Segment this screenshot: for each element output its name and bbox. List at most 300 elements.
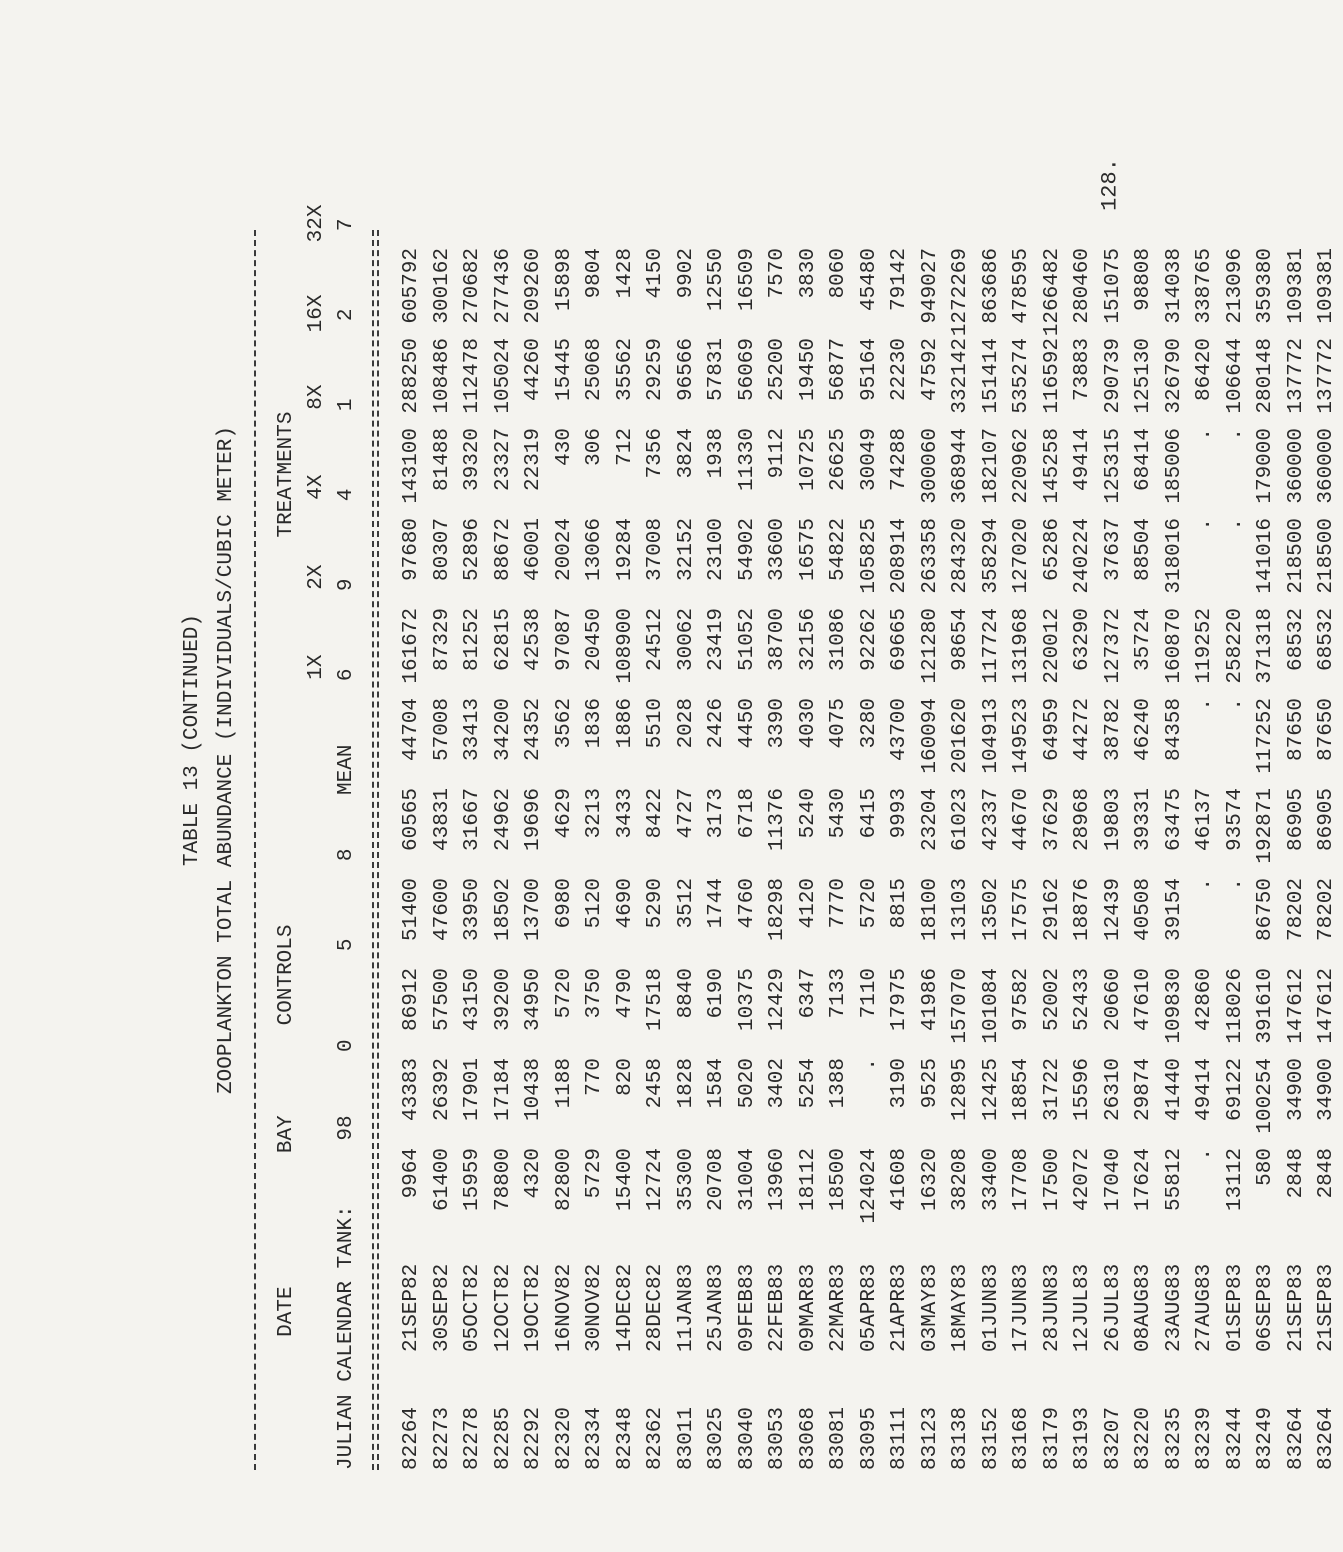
- value-cell: 125315: [1101, 428, 1125, 504]
- value-cell: 112478: [461, 338, 484, 414]
- value-cell: 26625: [827, 428, 850, 492]
- header-rule-bottom-1: [372, 230, 374, 1470]
- value-cell: 33600: [766, 518, 789, 582]
- value-cell: .: [1193, 1148, 1216, 1161]
- value-cell: 1836: [583, 698, 606, 749]
- value-cell: 23419: [705, 608, 728, 672]
- value-cell: 97680: [400, 518, 423, 582]
- value-cell: 3824: [674, 428, 698, 479]
- value-cell: 20450: [583, 608, 606, 672]
- value-cell: 47610: [1132, 968, 1155, 1032]
- calendar-date-cell: 09MAR83: [796, 1263, 820, 1352]
- value-cell: 52896: [461, 518, 484, 582]
- value-cell: 338765: [1193, 248, 1216, 324]
- value-cell: 7110: [857, 968, 881, 1019]
- value-cell: 6190: [705, 968, 728, 1019]
- value-cell: 108900: [613, 608, 637, 684]
- calendar-date-cell: 21SEP82: [400, 1263, 423, 1352]
- value-cell: 7356: [644, 428, 667, 479]
- value-cell: 157070: [949, 968, 972, 1044]
- date-label: DATE: [275, 1286, 298, 1337]
- value-cell: 820: [613, 1058, 637, 1096]
- value-cell: 3390: [766, 698, 789, 749]
- value-cell: 161672: [400, 608, 423, 684]
- value-cell: 10375: [735, 968, 759, 1032]
- value-cell: 430: [552, 428, 576, 466]
- table-row: [1312, 248, 1343, 1470]
- value-cell: .: [1193, 428, 1216, 441]
- value-cell: 318016: [1162, 518, 1186, 594]
- table-row: [1099, 248, 1130, 1470]
- value-cell: 26310: [1101, 1058, 1125, 1122]
- calendar-date-cell: 21APR83: [888, 1263, 911, 1352]
- value-cell: 62815: [491, 608, 515, 672]
- value-cell: 44704: [400, 698, 423, 762]
- value-cell: 2028: [674, 698, 698, 749]
- value-cell: 34200: [491, 698, 515, 762]
- calendar-date-cell: 18MAY83: [949, 1263, 972, 1352]
- value-cell: 69122: [1223, 1058, 1247, 1122]
- calendar-date-cell: 25JAN83: [705, 1263, 728, 1352]
- value-cell: 1428: [613, 248, 637, 299]
- value-cell: 1584: [705, 1058, 728, 1109]
- value-cell: 100254: [1254, 1058, 1277, 1134]
- value-cell: 949027: [918, 248, 942, 324]
- value-cell: 3173: [705, 788, 728, 839]
- value-cell: 35300: [674, 1148, 698, 1212]
- value-cell: 86905: [1315, 788, 1338, 852]
- value-cell: 7133: [827, 968, 850, 1019]
- value-cell: 37008: [644, 518, 667, 582]
- julian-date-cell: 83179: [1040, 1406, 1064, 1470]
- value-cell: 3402: [766, 1058, 789, 1109]
- value-cell: 56877: [827, 338, 850, 402]
- value-cell: 105825: [857, 518, 881, 594]
- value-cell: 300162: [430, 248, 454, 324]
- calendar-date-cell: 22MAR83: [827, 1263, 850, 1352]
- value-cell: 116592: [1040, 338, 1064, 414]
- value-cell: 31667: [461, 788, 484, 852]
- value-cell: 192871: [1254, 788, 1277, 864]
- value-cell: 20708: [705, 1148, 728, 1212]
- value-cell: 19284: [613, 518, 637, 582]
- value-cell: 125130: [1132, 338, 1155, 414]
- calendar-date-cell: 21SEP83: [1315, 1263, 1338, 1352]
- value-cell: 40508: [1132, 878, 1155, 942]
- value-cell: 6718: [735, 788, 759, 839]
- value-cell: 65286: [1040, 518, 1064, 582]
- value-cell: 25068: [583, 338, 606, 402]
- value-cell: 105024: [491, 338, 515, 414]
- value-cell: 201620: [949, 698, 972, 774]
- value-cell: 263358: [918, 518, 942, 594]
- value-cell: 29874: [1132, 1058, 1155, 1122]
- value-cell: 69665: [888, 608, 911, 672]
- value-cell: 5720: [552, 968, 576, 1019]
- calendar-date-cell: 16NOV82: [552, 1263, 576, 1352]
- value-cell: 51400: [400, 878, 423, 942]
- value-cell: 104913: [979, 698, 1003, 774]
- value-cell: 4120: [796, 878, 820, 929]
- value-cell: 19696: [522, 788, 545, 852]
- value-cell: 1744: [705, 878, 728, 929]
- value-cell: 109381: [1284, 248, 1308, 324]
- value-cell: 15445: [552, 338, 576, 402]
- value-cell: 37637: [1101, 518, 1125, 582]
- level-8x: 8X: [305, 384, 328, 410]
- value-cell: 39331: [1132, 788, 1155, 852]
- calendar-date-cell: 03MAY83: [918, 1263, 942, 1352]
- value-cell: .: [1223, 878, 1247, 891]
- value-cell: 11330: [735, 428, 759, 492]
- value-cell: 46001: [522, 518, 545, 582]
- value-cell: 5510: [644, 698, 667, 749]
- table-row: [1129, 248, 1160, 1470]
- value-cell: 29162: [1040, 878, 1064, 942]
- value-cell: 52433: [1071, 968, 1094, 1032]
- table-row: [1221, 248, 1252, 1470]
- value-cell: 6347: [796, 968, 820, 1019]
- table-row: [397, 248, 428, 1470]
- value-cell: .: [1223, 428, 1247, 441]
- value-cell: 22230: [888, 338, 911, 402]
- value-cell: 4320: [522, 1148, 545, 1199]
- value-cell: 31086: [827, 608, 850, 672]
- tank-1x: 6: [335, 668, 358, 682]
- value-cell: 10725: [796, 428, 820, 492]
- table-sheet: [180, 190, 1338, 1470]
- page-number: 128.: [1097, 158, 1123, 211]
- value-cell: 29259: [644, 338, 667, 402]
- value-cell: 31722: [1040, 1058, 1064, 1122]
- value-cell: 23327: [491, 428, 515, 492]
- value-cell: 49414: [1193, 1058, 1216, 1122]
- value-cell: 84358: [1162, 698, 1186, 762]
- value-cell: 258220: [1223, 608, 1247, 684]
- value-cell: 12425: [979, 1058, 1003, 1122]
- value-cell: 9964: [400, 1148, 423, 1199]
- table-row: [550, 248, 581, 1470]
- value-cell: 145258: [1040, 428, 1064, 504]
- value-cell: 6415: [857, 788, 881, 839]
- value-cell: 15596: [1071, 1058, 1094, 1122]
- value-cell: 87329: [430, 608, 454, 672]
- julian-date-cell: 83152: [979, 1406, 1003, 1470]
- value-cell: 17040: [1101, 1148, 1125, 1212]
- value-cell: 38700: [766, 608, 789, 672]
- table-row: [733, 248, 764, 1470]
- value-cell: 8815: [888, 878, 911, 929]
- treatments-label: TREATMENTS: [275, 411, 298, 538]
- value-cell: 121280: [918, 608, 942, 684]
- table-row: [641, 248, 672, 1470]
- value-cell: 13960: [766, 1148, 789, 1212]
- value-cell: 220012: [1040, 608, 1064, 684]
- value-cell: 15400: [613, 1148, 637, 1212]
- value-cell: 81488: [430, 428, 454, 492]
- tank-32x: 7: [335, 218, 358, 232]
- julian-date-cell: 83053: [766, 1406, 789, 1470]
- value-cell: 16320: [918, 1148, 942, 1212]
- value-cell: 97582: [1010, 968, 1033, 1032]
- value-cell: 127372: [1101, 608, 1125, 684]
- value-cell: 359380: [1254, 248, 1277, 324]
- value-cell: 9804: [583, 248, 606, 299]
- value-cell: 34900: [1284, 1058, 1308, 1122]
- value-cell: 87650: [1315, 698, 1338, 762]
- value-cell: 391610: [1254, 968, 1277, 1044]
- calendar-date-cell: 06SEP83: [1254, 1263, 1277, 1352]
- value-cell: 19803: [1101, 788, 1125, 852]
- value-cell: 97087: [552, 608, 576, 672]
- value-cell: 4450: [735, 698, 759, 749]
- value-cell: 3750: [583, 968, 606, 1019]
- table-row: [1190, 248, 1221, 1470]
- table-row: [1007, 248, 1038, 1470]
- value-cell: 33950: [461, 878, 484, 942]
- abundance-table: [272, 205, 362, 1470]
- value-cell: 360000: [1315, 428, 1338, 504]
- julian-date-cell: 83264: [1315, 1406, 1338, 1470]
- value-cell: 32156: [796, 608, 820, 672]
- value-cell: 17518: [644, 968, 667, 1032]
- value-cell: 863686: [979, 248, 1003, 324]
- value-cell: 47600: [430, 878, 454, 942]
- value-cell: 22319: [522, 428, 545, 492]
- calendar-date-cell: 14DEC82: [613, 1263, 637, 1352]
- julian-date-cell: 83220: [1132, 1406, 1155, 1470]
- value-cell: 61400: [430, 1148, 454, 1212]
- value-cell: 300060: [918, 428, 942, 504]
- value-cell: 18100: [918, 878, 942, 942]
- data-table: [397, 248, 1343, 1470]
- julian-date-cell: 83264: [1284, 1406, 1308, 1470]
- julian-date-cell: 83239: [1193, 1406, 1216, 1470]
- value-cell: 131968: [1010, 608, 1033, 684]
- value-cell: 4030: [796, 698, 820, 749]
- julian-date-cell: 83095: [857, 1406, 881, 1470]
- table-subtitle: ZOOPLANKTON TOTAL ABUNDANCE (INDIVIDUALS/CUBIC METER): [215, 426, 238, 1094]
- value-cell: 5120: [583, 878, 606, 929]
- value-cell: 16509: [735, 248, 759, 312]
- value-cell: 93574: [1223, 788, 1247, 852]
- value-cell: 15898: [552, 248, 576, 312]
- value-cell: 78800: [491, 1148, 515, 1212]
- value-cell: 74288: [888, 428, 911, 492]
- table-row: [855, 248, 886, 1470]
- value-cell: 23204: [918, 788, 942, 852]
- value-cell: 13066: [583, 518, 606, 582]
- value-cell: 56069: [735, 338, 759, 402]
- calendar-date-cell: 19OCT82: [522, 1263, 545, 1352]
- value-cell: 44670: [1010, 788, 1033, 852]
- value-cell: 2458: [644, 1058, 667, 1109]
- value-cell: 24512: [644, 608, 667, 672]
- value-cell: 54822: [827, 518, 850, 582]
- value-cell: 87650: [1284, 698, 1308, 762]
- data-rows: [397, 248, 1343, 1470]
- value-cell: .: [1223, 518, 1247, 531]
- mean-label: MEAN: [335, 744, 358, 795]
- level-4x: 4X: [305, 474, 328, 500]
- value-cell: 5729: [583, 1148, 606, 1199]
- value-cell: 24962: [491, 788, 515, 852]
- value-cell: 101084: [979, 968, 1003, 1044]
- julian-date-cell: 83123: [918, 1406, 942, 1470]
- value-cell: 41440: [1162, 1058, 1186, 1122]
- value-cell: 127020: [1010, 518, 1033, 594]
- value-cell: 182107: [979, 428, 1003, 504]
- value-cell: 17975: [888, 968, 911, 1032]
- value-cell: 57500: [430, 968, 454, 1032]
- value-cell: 4727: [674, 788, 698, 839]
- value-cell: 3433: [613, 788, 637, 839]
- value-cell: 326790: [1162, 338, 1186, 414]
- table-row: [1038, 248, 1069, 1470]
- julian-date-cell: 83068: [796, 1406, 820, 1470]
- table-row: [519, 248, 550, 1470]
- value-cell: 7770: [827, 878, 850, 929]
- value-cell: 213096: [1223, 248, 1247, 324]
- value-cell: 9525: [918, 1058, 942, 1109]
- calendar-date-cell: 28JUN83: [1040, 1263, 1064, 1352]
- value-cell: 712: [613, 428, 637, 466]
- table-header: [272, 205, 362, 1470]
- value-cell: 5254: [796, 1058, 820, 1109]
- value-cell: 47592: [918, 338, 942, 402]
- tank-4x: 4: [335, 488, 358, 502]
- value-cell: 96566: [674, 338, 698, 402]
- tank-bay: 98: [335, 1115, 358, 1141]
- value-cell: 15959: [461, 1148, 484, 1212]
- value-cell: 92262: [857, 608, 881, 672]
- value-cell: 18876: [1071, 878, 1094, 942]
- value-cell: 1388: [827, 1058, 850, 1109]
- value-cell: 580: [1254, 1148, 1277, 1186]
- value-cell: 49414: [1071, 428, 1094, 492]
- calendar-date-cell: 12OCT82: [491, 1263, 515, 1352]
- value-cell: 68532: [1284, 608, 1308, 672]
- calendar-date-cell: 17JUN83: [1010, 1263, 1033, 1352]
- value-cell: 39200: [491, 968, 515, 1032]
- value-cell: 2848: [1315, 1148, 1338, 1199]
- value-cell: 68532: [1315, 608, 1338, 672]
- value-cell: 8840: [674, 968, 698, 1019]
- value-cell: 24352: [522, 698, 545, 762]
- value-cell: .: [1193, 698, 1216, 711]
- value-cell: 160870: [1162, 608, 1186, 684]
- value-cell: 3213: [583, 788, 606, 839]
- value-cell: 9112: [766, 428, 789, 479]
- value-cell: 30062: [674, 608, 698, 672]
- header-rule-top: [254, 230, 256, 1470]
- value-cell: 151075: [1101, 248, 1125, 324]
- value-cell: 35724: [1132, 608, 1155, 672]
- value-cell: .: [1223, 698, 1247, 711]
- julian-date-cell: 83207: [1101, 1406, 1125, 1470]
- value-cell: 60565: [400, 788, 423, 852]
- value-cell: 4790: [613, 968, 637, 1019]
- table-row: [1251, 248, 1282, 1470]
- value-cell: 9993: [888, 788, 911, 839]
- value-cell: 51052: [735, 608, 759, 672]
- calendar-date-cell: 01SEP83: [1223, 1263, 1247, 1352]
- value-cell: 5240: [796, 788, 820, 839]
- value-cell: 12439: [1101, 878, 1125, 942]
- value-cell: 4760: [735, 878, 759, 929]
- value-cell: 143100: [400, 428, 423, 504]
- value-cell: 30049: [857, 428, 881, 492]
- value-cell: 3830: [796, 248, 820, 299]
- value-cell: 151414: [979, 338, 1003, 414]
- value-cell: 108486: [430, 338, 454, 414]
- value-cell: 4629: [552, 788, 576, 839]
- value-cell: 119252: [1193, 608, 1216, 684]
- value-cell: 149523: [1010, 698, 1033, 774]
- julian-date-cell: 82273: [430, 1406, 454, 1470]
- calendar-date-cell: 12JUL83: [1071, 1263, 1094, 1352]
- level-1x: 1X: [305, 654, 328, 680]
- value-cell: 1938: [705, 428, 728, 479]
- value-cell: 32152: [674, 518, 698, 582]
- julian-date-cell: 83235: [1162, 1406, 1186, 1470]
- value-cell: 35562: [613, 338, 637, 402]
- controls-label: CONTROLS: [275, 924, 298, 1026]
- value-cell: 28968: [1071, 788, 1094, 852]
- value-cell: 18500: [827, 1148, 850, 1212]
- value-cell: 605792: [400, 248, 423, 324]
- value-cell: 280148: [1254, 338, 1277, 414]
- value-cell: 17901: [461, 1058, 484, 1122]
- value-cell: 17575: [1010, 878, 1033, 942]
- value-cell: 137772: [1315, 338, 1338, 414]
- table-row: [763, 248, 794, 1470]
- value-cell: 106644: [1223, 338, 1247, 414]
- value-cell: 137772: [1284, 338, 1308, 414]
- value-cell: 64959: [1040, 698, 1064, 762]
- value-cell: 45480: [857, 248, 881, 312]
- value-cell: 18502: [491, 878, 515, 942]
- value-cell: 17184: [491, 1058, 515, 1122]
- value-cell: 2848: [1284, 1148, 1308, 1199]
- julian-date-cell: 82278: [461, 1406, 484, 1470]
- value-cell: 9902: [674, 248, 698, 299]
- value-cell: 20024: [552, 518, 576, 582]
- level-16x: 16X: [305, 294, 328, 333]
- value-cell: 478595: [1010, 248, 1033, 324]
- value-cell: 13112: [1223, 1148, 1247, 1212]
- value-cell: 270682: [461, 248, 484, 324]
- value-cell: 1886: [613, 698, 637, 749]
- value-cell: 1266482: [1040, 248, 1064, 337]
- header-group-row: [272, 205, 302, 1470]
- value-cell: 179000: [1254, 428, 1277, 504]
- calendar-date-cell: 23AUG83: [1162, 1263, 1186, 1352]
- value-cell: 141016: [1254, 518, 1277, 594]
- value-cell: 12550: [705, 248, 728, 312]
- value-cell: 44260: [522, 338, 545, 402]
- value-cell: 20660: [1101, 968, 1125, 1032]
- value-cell: 16575: [796, 518, 820, 582]
- calendar-date-cell: 26JUL83: [1101, 1263, 1125, 1352]
- value-cell: 277436: [491, 248, 515, 324]
- value-cell: 17500: [1040, 1148, 1064, 1212]
- value-cell: 332142: [949, 338, 972, 414]
- table-row: [885, 248, 916, 1470]
- julian-date-cell: 83011: [674, 1406, 698, 1470]
- value-cell: 1188: [552, 1058, 576, 1109]
- value-cell: 770: [583, 1058, 606, 1096]
